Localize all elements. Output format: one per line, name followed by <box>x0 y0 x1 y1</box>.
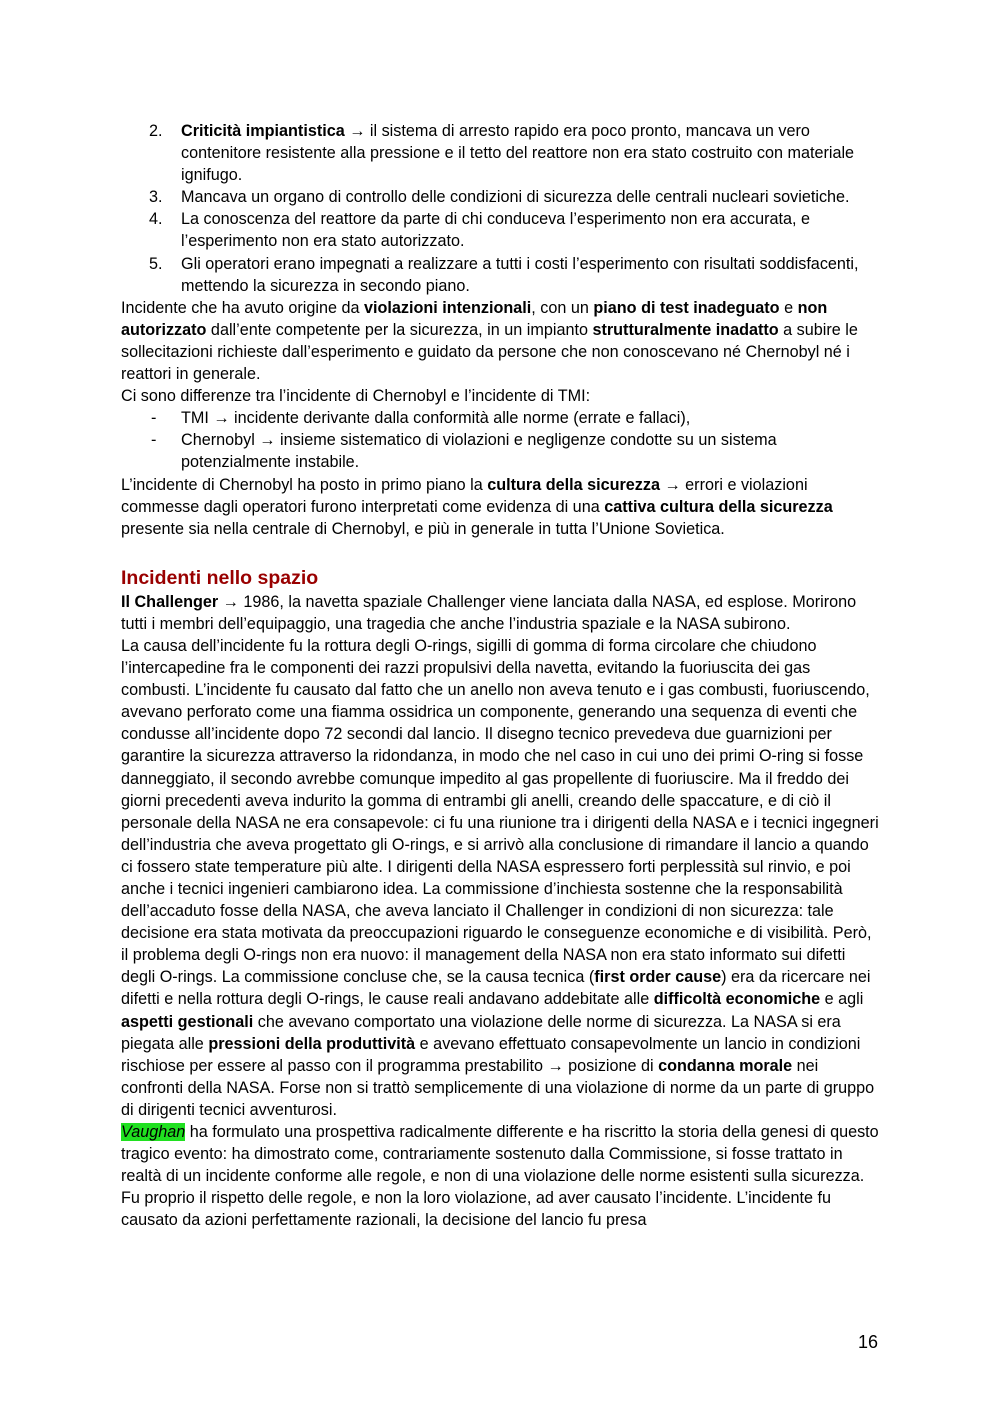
list-item-text: Chernobyl → insieme sistematico di violazioni e negligenze condotte su un sistema potenzialmente instabile. <box>181 431 777 472</box>
list-item-text: → il sistema di arresto rapido era poco pronto, mancava un vero contenitore resistente alla pressione e il tetto del reattore non era stato costruito con materiale ignifugo. <box>181 122 855 185</box>
bold-run: pressioni della produttività <box>208 1034 416 1053</box>
text-run: ) era da ricercare nei difetti e nella rottura degli O-rings, le cause reali andavano addebitate alle <box>121 968 871 1009</box>
text-run: e <box>779 298 798 317</box>
text-run: presente sia nella centrale di Chernobyl, e più in generale in tutta l’Unione Sovietica. <box>121 519 725 538</box>
numbered-list <box>121 120 881 297</box>
text-run: Incidente che ha avuto origine da <box>121 298 364 317</box>
list-item-text: La conoscenza del reattore da parte di chi conduceva l’esperimento non era accurata, e l’esperimento non era stato autorizzato. <box>181 210 811 251</box>
text-run: → 1986, la navetta spaziale Challenger viene lanciata dalla NASA, ed esplose. Morirono tutti i membri dell’equipaggio, una tragedia che anche l’industria spaziale e la NASA subirono. <box>121 592 857 633</box>
text-run: L’incidente di Chernobyl ha posto in primo piano la <box>121 475 488 494</box>
list-number: 2. <box>149 122 163 140</box>
list-item <box>121 429 881 473</box>
text-run: → errori e violazioni commesse dagli operatori furono interpretati come evidenza di una <box>121 475 808 516</box>
text-run: La causa dell’incidente fu la rottura degli O-rings, sigilli di gomma di forma circolare che chiudono l’intercapedine fra le componenti dei razzi propulsivi della navetta, evitando la fuoriuscita dei gas combusti. L’incidente fu causato dal fatto che un anello non aveva tenuto e i gas combusti, fuoriuscendo, avevano perforato come una fiamma ossidrica un componente, generando una sequenza di eventi che condusse all’incidente dopo 72 secondi dal lancio. Il disegno tecnico prevedeva due guarnizioni per garantire la sicurezza attraverso la ridondanza, in modo che nel caso in cui uno dei primi O-ring si fosse danneggiato, il secondo avrebbe comunque impedito al gas propellente di fuoriuscire. Ma il freddo dei giorni precedenti aveva indurito la gomma di entrambi gli anelli, creando delle spaccature, e di ciò il personale della NASA ne era consapevole: ci fu una riunione tra i dirigenti della NASA e i tecnici ingegneri dell’industria che aveva progettato gli O-rings, e si arrivò alla conclusione di rimandare il lancio a quando ci fossero state temperature più alte. I dirigenti della NASA espressero forti perplessità sul rinvio, e poi anche i tecnici ingenieri cambiarono idea. La commissione d’inchiesta sostenne che la responsabilità dell’accaduto fosse della NASA, che aveva lanciato il Challenger in condizioni di non sicurezza: tale decisione era stata motivata da preoccupazioni riguardo le conseguenze economiche e di visibilità. Però, il problema degli O-rings non era nuovo: il management della NASA non era stato informato sui difetti degli O-rings. La commissione concluse che, se la causa tecnica ( <box>121 636 879 987</box>
bold-run: aspetti gestionali <box>121 1012 254 1031</box>
text-run: dall’ente competente per la sicurezza, in un impianto <box>206 320 593 339</box>
bold-run: first order cause <box>594 968 722 987</box>
bold-run: cultura della sicurezza <box>487 475 660 494</box>
list-number: 3. <box>149 188 163 207</box>
list-item-text: Gli operatori erano impegnati a realizzare a tutti i costi l’esperimento con risultati soddisfacenti, mettendo la sicurezza in secondo piano. <box>181 254 859 295</box>
page-number: 16 <box>857 1332 878 1352</box>
bold-run: violazioni intenzionali <box>364 298 532 317</box>
paragraph-safety-culture <box>121 474 881 540</box>
dash-list <box>121 407 881 473</box>
bold-run: cattiva cultura della sicurezza <box>604 497 833 516</box>
paragraph-challenger <box>121 591 881 635</box>
dash-marker: - <box>151 409 157 428</box>
highlighted-name: Vaughan <box>121 1123 186 1142</box>
list-item-bold: Criticità impiantistica <box>181 122 345 140</box>
list-number: 5. <box>149 254 163 273</box>
text-run: a subire le sollecitazioni richieste dall’esperimento e guidato da persone che non conoscevano né Chernobyl né i reattori in generale. <box>121 320 858 384</box>
bold-run: difficoltà economiche <box>653 990 821 1009</box>
list-item <box>121 186 881 208</box>
bold-run: strutturalmente inadatto <box>592 320 779 339</box>
list-item <box>121 253 881 297</box>
text-run: e agli <box>820 990 864 1009</box>
text-run: nei confronti della NASA. Forse non si trattò semplicemente di una violazione di norme da un parte di gruppo di dirigenti tecnici avventurosi. <box>121 1056 875 1119</box>
list-item <box>121 407 881 429</box>
text-run: , con un <box>531 298 594 317</box>
list-item-text: TMI → incidente derivante dalla conformità alle norme (errate e fallaci), <box>181 409 691 428</box>
text-run: ha formulato una prospettiva radicalmente differente e ha riscritto la storia della genesi di questo tragico evento: ha dimostrato come, contrariamente sostenuto dalla Commissione, si fosse trattato in realtà di un incidente conforme alle regole, e non di una violazione delle norme esistenti sulla sicurezza. Fu proprio il rispetto delle regole, e non la loro violazione, ad aver causato l’incidente. L’incidente fu causato da azioni perfettamente razionali, la decisione del lancio fu presa <box>121 1123 879 1230</box>
section-heading: Incidenti nello spazio <box>121 566 319 589</box>
list-item <box>121 120 881 186</box>
page-content <box>121 120 881 1232</box>
paragraph-orings <box>121 635 881 1121</box>
paragraph-intentional-violations <box>121 297 881 385</box>
list-item-text: Mancava un organo di controllo delle condizioni di sicurezza delle centrali nucleari sovietiche. <box>181 188 850 207</box>
paragraph-vaughan <box>121 1121 881 1231</box>
bold-run: non autorizzato <box>121 298 828 339</box>
dash-marker: - <box>151 431 157 450</box>
text-run: e avevano effettuato consapevolmente un lancio in condizioni rischiose per essere al passo con il programma prestabilito → posizione di <box>121 1034 861 1075</box>
bold-run: condanna morale <box>658 1056 793 1075</box>
list-number: 4. <box>149 210 163 229</box>
text-run: che avevano comportato una violazione delle norme di sicurezza. La NASA si era piegata alle <box>121 1012 841 1053</box>
bold-run: piano di test inadeguato <box>593 298 780 317</box>
bold-run: Il Challenger <box>121 592 219 611</box>
paragraph-differences: Ci sono differenze tra l’incidente di Chernobyl e l’incidente di TMI: <box>121 387 591 406</box>
list-item <box>121 208 881 252</box>
